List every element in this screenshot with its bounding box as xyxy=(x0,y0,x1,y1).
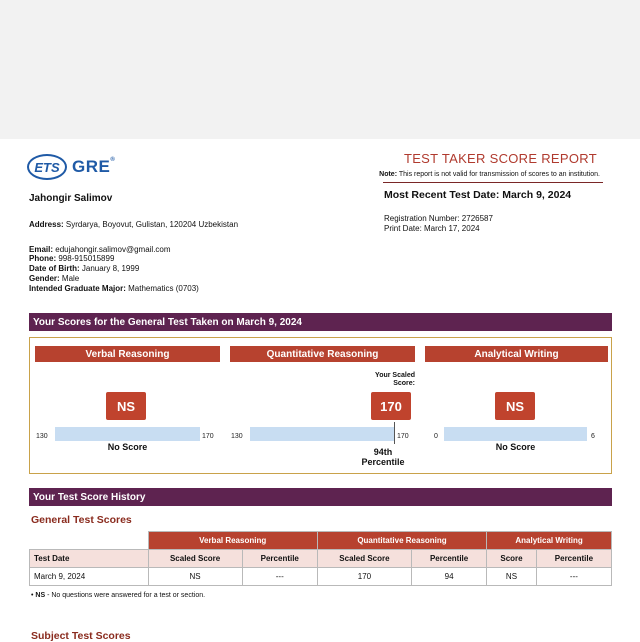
col-writing-percentile: Percentile xyxy=(536,550,611,568)
validity-note: Note: This report is not valid for transmission of scores to an institution. xyxy=(379,171,600,178)
writing-score: NS xyxy=(495,392,535,420)
group-quant: Quantitative Reasoning xyxy=(317,532,486,550)
ets-logo: ETS xyxy=(27,154,67,180)
quant-title: Quantitative Reasoning xyxy=(230,346,415,362)
quant-score-marker xyxy=(394,422,395,444)
group-writing: Analytical Writing xyxy=(487,532,612,550)
quant-score: 170 xyxy=(371,392,411,420)
writing-min: 0 xyxy=(434,433,438,440)
cell-test-date: March 9, 2024 xyxy=(30,568,149,586)
verbal-max: 170 xyxy=(202,433,214,440)
top-margin xyxy=(0,0,640,139)
candidate-name: Jahongir Salimov xyxy=(29,193,113,204)
candidate-gender: Gender: Male xyxy=(29,274,80,283)
subject-test-scores-heading: Subject Test Scores xyxy=(31,630,131,642)
table-group-header xyxy=(30,532,612,550)
table-row xyxy=(30,568,612,586)
group-verbal: Verbal Reasoning xyxy=(148,532,317,550)
score-history-table xyxy=(29,531,612,586)
cell-quant-scaled: 170 xyxy=(317,568,411,586)
writing-title: Analytical Writing xyxy=(425,346,608,362)
writing-score-track xyxy=(444,427,587,441)
quant-score-track xyxy=(250,427,395,441)
quant-max: 170 xyxy=(397,433,409,440)
most-recent-test-date: Most Recent Test Date: March 9, 2024 xyxy=(384,189,572,201)
verbal-min: 130 xyxy=(36,433,48,440)
general-test-scores-heading: General Test Scores xyxy=(31,514,132,526)
score-panel xyxy=(29,337,612,474)
candidate-major: Intended Graduate Major: Mathematics (0703) xyxy=(29,284,199,293)
col-quant-percentile: Percentile xyxy=(412,550,487,568)
verbal-status: No Score xyxy=(107,442,148,452)
writing-max: 6 xyxy=(591,433,595,440)
writing-status: No Score xyxy=(495,442,536,452)
writing-column xyxy=(420,338,613,473)
print-date: Print Date: March 17, 2024 xyxy=(384,224,480,233)
report-title: TEST TAKER SCORE REPORT xyxy=(403,151,597,166)
registration-number: Registration Number: 2726587 xyxy=(384,214,493,223)
candidate-phone: Phone: 998-915015899 xyxy=(29,254,115,263)
cell-writing-score: NS xyxy=(487,568,537,586)
cell-quant-percentile: 94 xyxy=(412,568,487,586)
verbal-score-track xyxy=(55,427,200,441)
quant-column xyxy=(225,338,420,473)
col-verbal-percentile: Percentile xyxy=(242,550,317,568)
header-divider xyxy=(383,182,603,183)
candidate-email: Email: edujahongir.salimov@gmail.com xyxy=(29,245,171,254)
verbal-column xyxy=(30,338,225,473)
gre-logo: GRE® xyxy=(72,157,116,176)
ets-gre-logo xyxy=(27,152,115,182)
cell-verbal-scaled: NS xyxy=(148,568,242,586)
cell-writing-percentile: --- xyxy=(536,568,611,586)
verbal-title: Verbal Reasoning xyxy=(35,346,220,362)
col-quant-scaled: Scaled Score xyxy=(317,550,411,568)
col-writing-score: Score xyxy=(487,550,537,568)
col-verbal-scaled: Scaled Score xyxy=(148,550,242,568)
quant-percentile: 94th Percentile xyxy=(361,447,405,467)
quant-min: 130 xyxy=(231,433,243,440)
history-section-title: Your Test Score History xyxy=(29,488,612,506)
candidate-dob: Date of Birth: January 8, 1999 xyxy=(29,264,140,273)
candidate-address: Address: Syrdarya, Boyovut, Gulistan, 120204 Uzbekistan xyxy=(29,220,239,229)
verbal-score: NS xyxy=(106,392,146,420)
ns-footnote: • NS - No questions were answered for a test or section. xyxy=(31,592,206,599)
col-test-date: Test Date xyxy=(30,550,149,568)
scores-section-title: Your Scores for the General Test Taken on March 9, 2024 xyxy=(29,313,612,331)
cell-verbal-percentile: --- xyxy=(242,568,317,586)
your-scaled-score-label: Your Scaled Score: xyxy=(375,372,415,387)
table-column-header xyxy=(30,550,612,568)
